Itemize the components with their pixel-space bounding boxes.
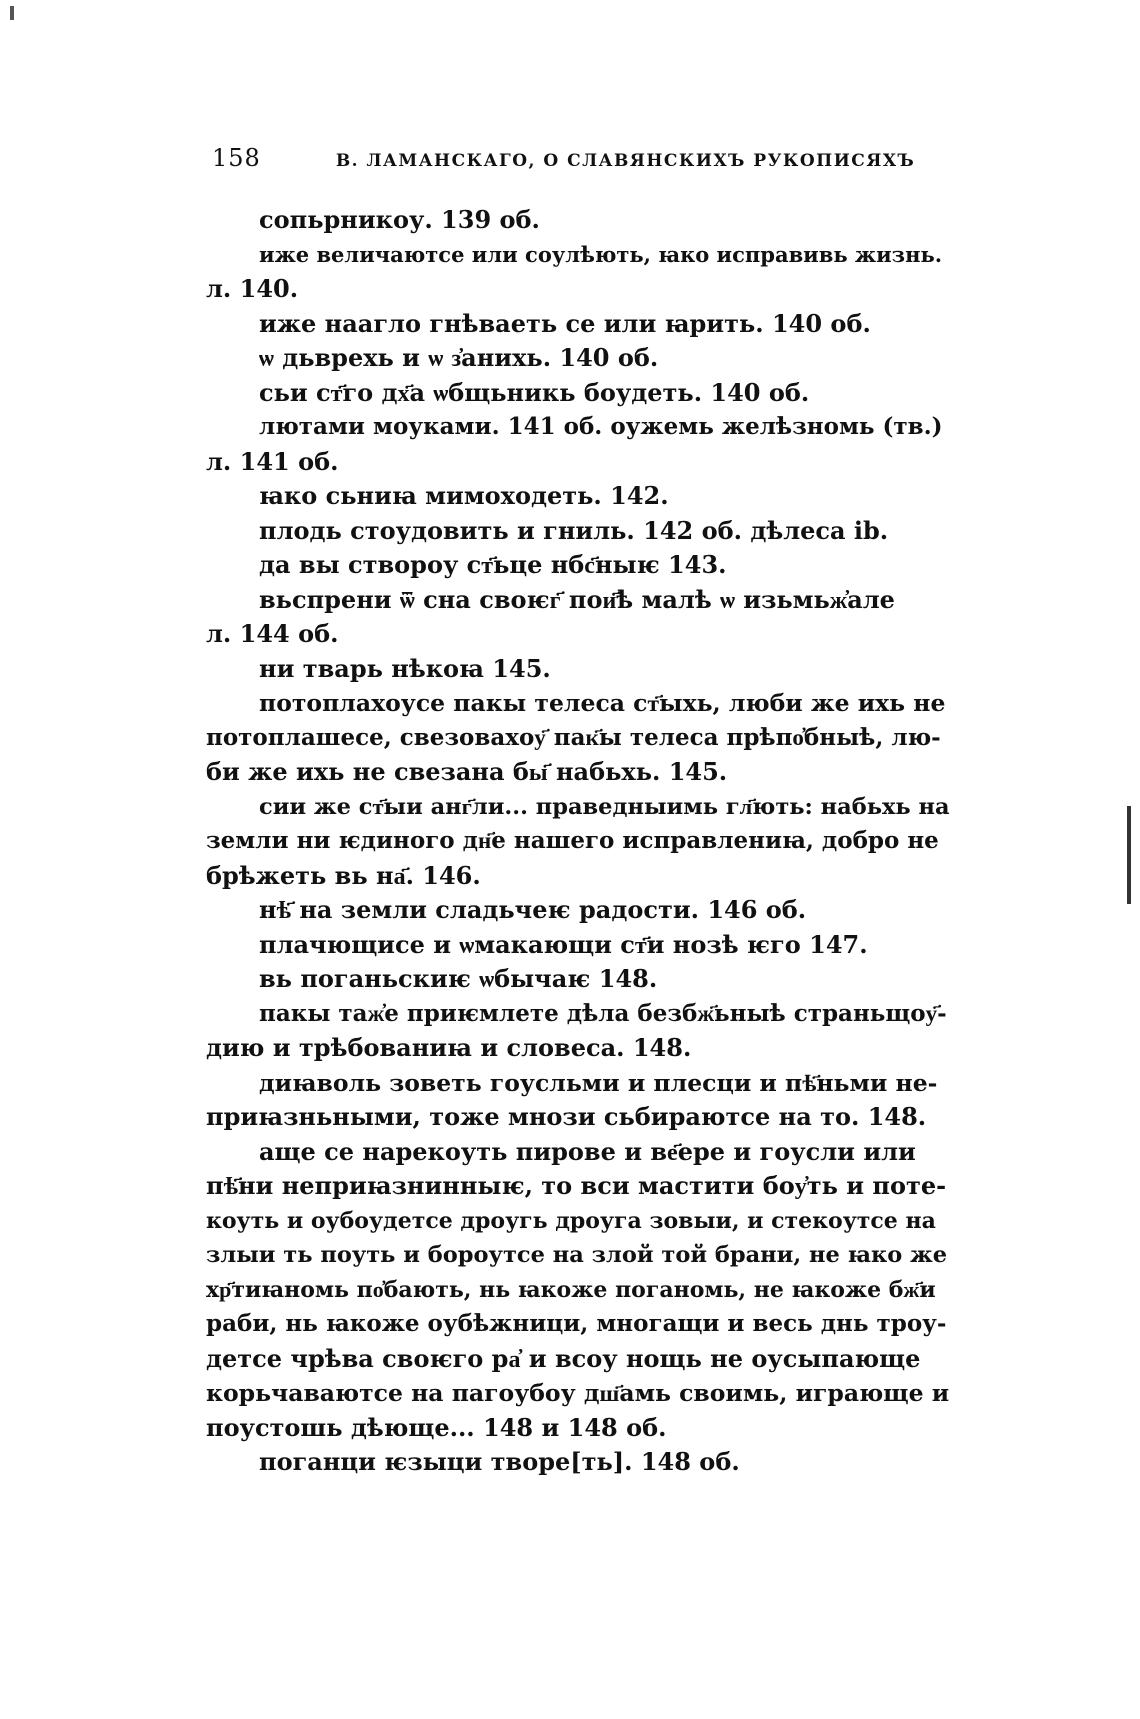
text-line: плодь стоудовить и гниль. 142 об. дѣлеса ib.	[259, 515, 889, 545]
text-line: коуть и оубоудетсе дроугь дроуга зовыи, и стекоутсе на	[206, 1207, 936, 1234]
text-line: ѡ дьврехь и ѡ з҆анихь. 140 об.	[259, 343, 659, 372]
text-line: потоплашесе, свезовахоу҃ пак҃ы телеса прѣпо҆бныѣ, лю-	[206, 723, 941, 751]
text-line: вьспрени ѿ сна своѥг҃ пои҃ѣ малѣ ѡ изьмьж҆але	[259, 584, 895, 614]
text-line: корьчаваютсе на пагоубоу дш҃амь своимь, играюще и	[206, 1379, 950, 1407]
text-line: поустошь дѣюще... 148 и 148 об.	[206, 1412, 667, 1442]
margin-mark	[1127, 806, 1131, 904]
text-line: вь поганьскиѥ ѡбычаѥ 148.	[259, 964, 658, 993]
text-line: хр҃тиꙗномь по҆бають, нь ꙗкоже поганомь, не ꙗкоже бж҃и	[206, 1276, 936, 1303]
page-number: 158	[212, 144, 261, 172]
text-line: брѣжеть вь на҃. 146.	[206, 860, 481, 890]
text-line: нѣ҃ на земли сладьчеѥ радости. 146 об.	[259, 895, 807, 924]
text-line: приꙗзньными, тоже мнози сьбираютсе на то. 148.	[206, 1102, 927, 1131]
text-line: л. 141 об.	[206, 446, 339, 476]
text-line: л. 144 об.	[206, 619, 339, 648]
text-line: ни тварь нѣкоꙗ 145.	[259, 653, 551, 683]
text-line: иже наагло гнѣваеть се или ꙗрить. 140 об.	[259, 308, 871, 338]
scan-speck	[10, 6, 14, 20]
text-line: дию и трѣбованиꙗ и словеса. 148.	[206, 1033, 692, 1062]
text-line: аще се нарекоуть пирове и ве҃ере и гоусли или	[259, 1136, 916, 1166]
text-line: иже величаютсе или соулѣють, ꙗко исправивь жизнь.	[259, 241, 943, 267]
running-title: В. ЛАМАНСКАГО, О СЛАВЯНСКИХЪ РУКОПИСЯХЪ	[335, 151, 916, 171]
text-line: раби, нь ꙗкоже оубѣжници, многащи и весь днь троу-	[206, 1310, 947, 1337]
text-line: пѣ҃ни неприꙗзнинныѥ, то вси мастити боу҆ть и поте-	[206, 1171, 947, 1200]
text-block	[206, 203, 951, 1480]
text-line: лютами моуками. 141 об. оужемь желѣзномь (тв.)	[259, 413, 943, 440]
text-line: детсе чрѣва своѥго ра҆ и всоу нощь не оусыпающе	[206, 1343, 921, 1373]
text-line: земли ни ѥдиного дн҃е нашего исправлениꙗ, добро не	[206, 827, 939, 854]
text-line: плачющисе и ѡмакающи ст҃и нозѣ ѥго 147.	[259, 929, 868, 959]
text-line: сии же ст҃ыи анг҃ли... праведныимь гл҃ють: набьхь на	[259, 793, 950, 820]
text-line: злыи ть поуть и бороутсе на злой той брани, не ꙗко же	[206, 1242, 948, 1268]
text-line: би же ихь не свезана бы҃ набьхь. 145.	[206, 757, 728, 786]
text-line: сопьрникоу. 139 об.	[259, 205, 540, 234]
text-line: сьи ст҃го дх҃а ѡбщьникь боудеть. 140 об.	[259, 377, 810, 407]
text-line: диꙗволь зоветь гоусльми и плесци и пѣ҃ньми не-	[259, 1068, 938, 1097]
page-header	[212, 144, 916, 178]
text-line: поганци ѥзыци творе[ть]. 148 об.	[259, 1447, 740, 1476]
text-line: пакы таж҆е приѥмлете дѣла безбж҃ьныѣ страньщоу҃-	[259, 999, 947, 1027]
text-line: ꙗко сьниꙗ мимоходеть. 142.	[259, 481, 669, 510]
text-line: да вы створоу ст҃ьце нбс҃ныѥ 143.	[259, 550, 727, 579]
text-line: потоплахоусе пакы телеса ст҃ыхь, люби же ихь не	[259, 689, 946, 717]
text-line: л. 140.	[206, 274, 299, 303]
